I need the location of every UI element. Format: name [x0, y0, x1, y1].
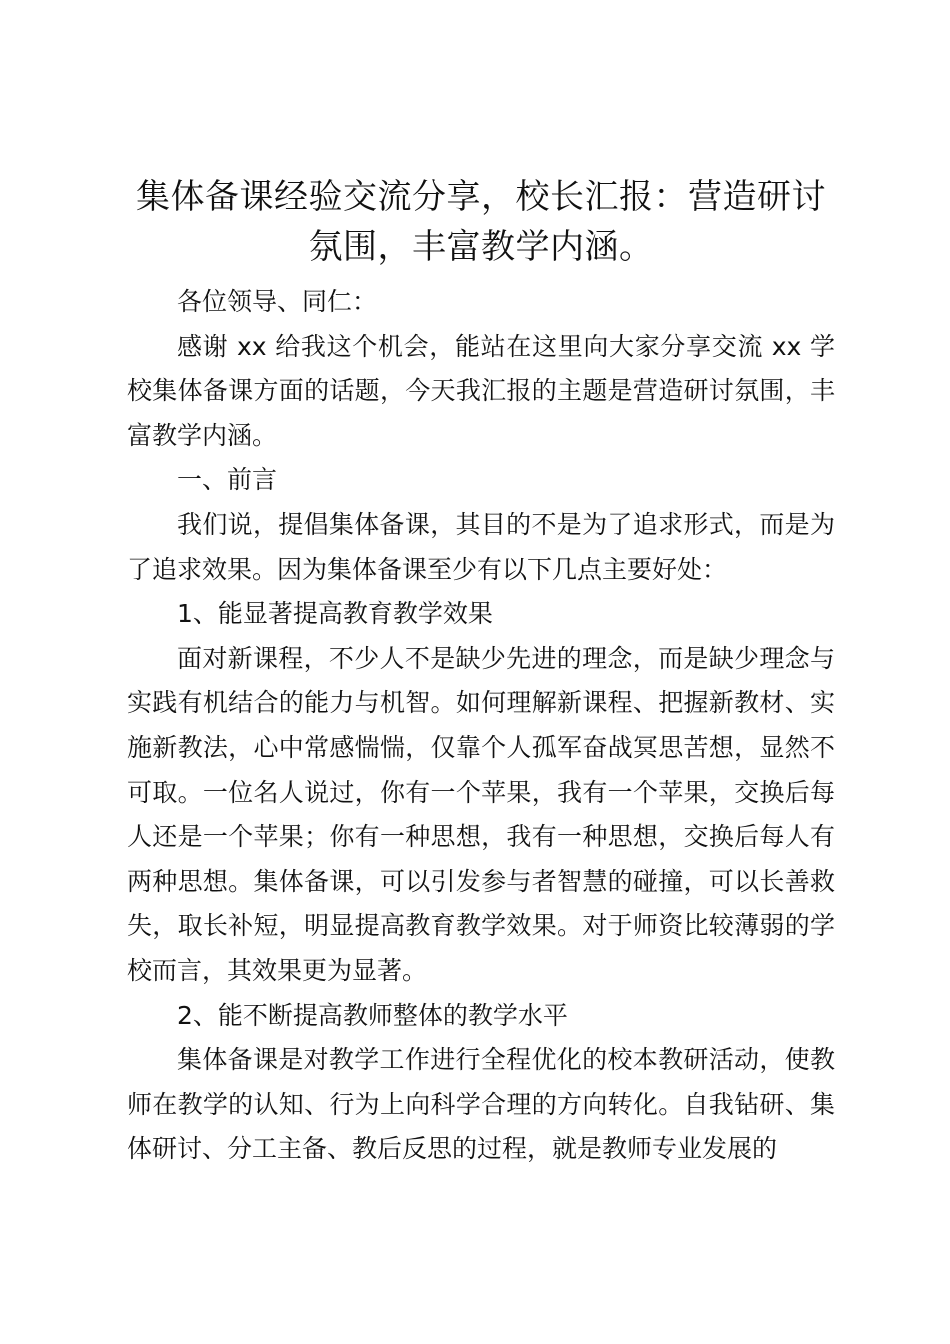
paragraph-point-2: 集体备课是对教学工作进行全程优化的校本教研活动，使教师在教学的认知、行为上向科学合理的方向转化。自我钻研、集体研讨、分工主备、教后反思的过程，就是教师专业发展的	[127, 1045, 835, 1164]
subheading-point-1: 1、能显著提高教育教学效果	[177, 599, 493, 629]
subheading-point-2: 2、能不断提高教师整体的教学水平	[177, 1000, 568, 1030]
paragraph-intro: 感谢 xx 给我这个机会，能站在这里向大家分享交流 xx 学校集体备课方面的话题，今天我汇报的主题是营造研讨氛围，丰富教学内涵。	[127, 331, 835, 450]
paragraph-point-1: 面对新课程，不少人不是缺少先进的理念，而是缺少理念与实践有机结合的能力与机智。如何理解新课程、把握新教材、实施新教法，心中常感惴惴，仅靠个人孤军奋战冥思苦想，显然不可取。一位名人说过，你有一个苹果，我有一个苹果，交换后每人还是一个苹果；你有一种思想，我有一种思想，交换后每人有两种思想。集体备课，可以引发参与者智慧的碰撞，可以长善救失，取长补短，明显提高教育教学效果。对于师资比较薄弱的学校而言，其效果更为显著。	[127, 643, 835, 985]
paragraph-preface: 我们说，提倡集体备课，其目的不是为了追求形式，而是为了追求效果。因为集体备课至少有以下几点主要好处：	[127, 509, 835, 584]
document-title: 集体备课经验交流分享，校长汇报：营造研讨氛围，丰富教学内涵。	[136, 177, 826, 267]
paragraph-salutation: 各位领导、同仁：	[177, 287, 378, 316]
section-heading-preface: 一、前言	[177, 465, 278, 495]
document-body	[127, 172, 835, 1172]
